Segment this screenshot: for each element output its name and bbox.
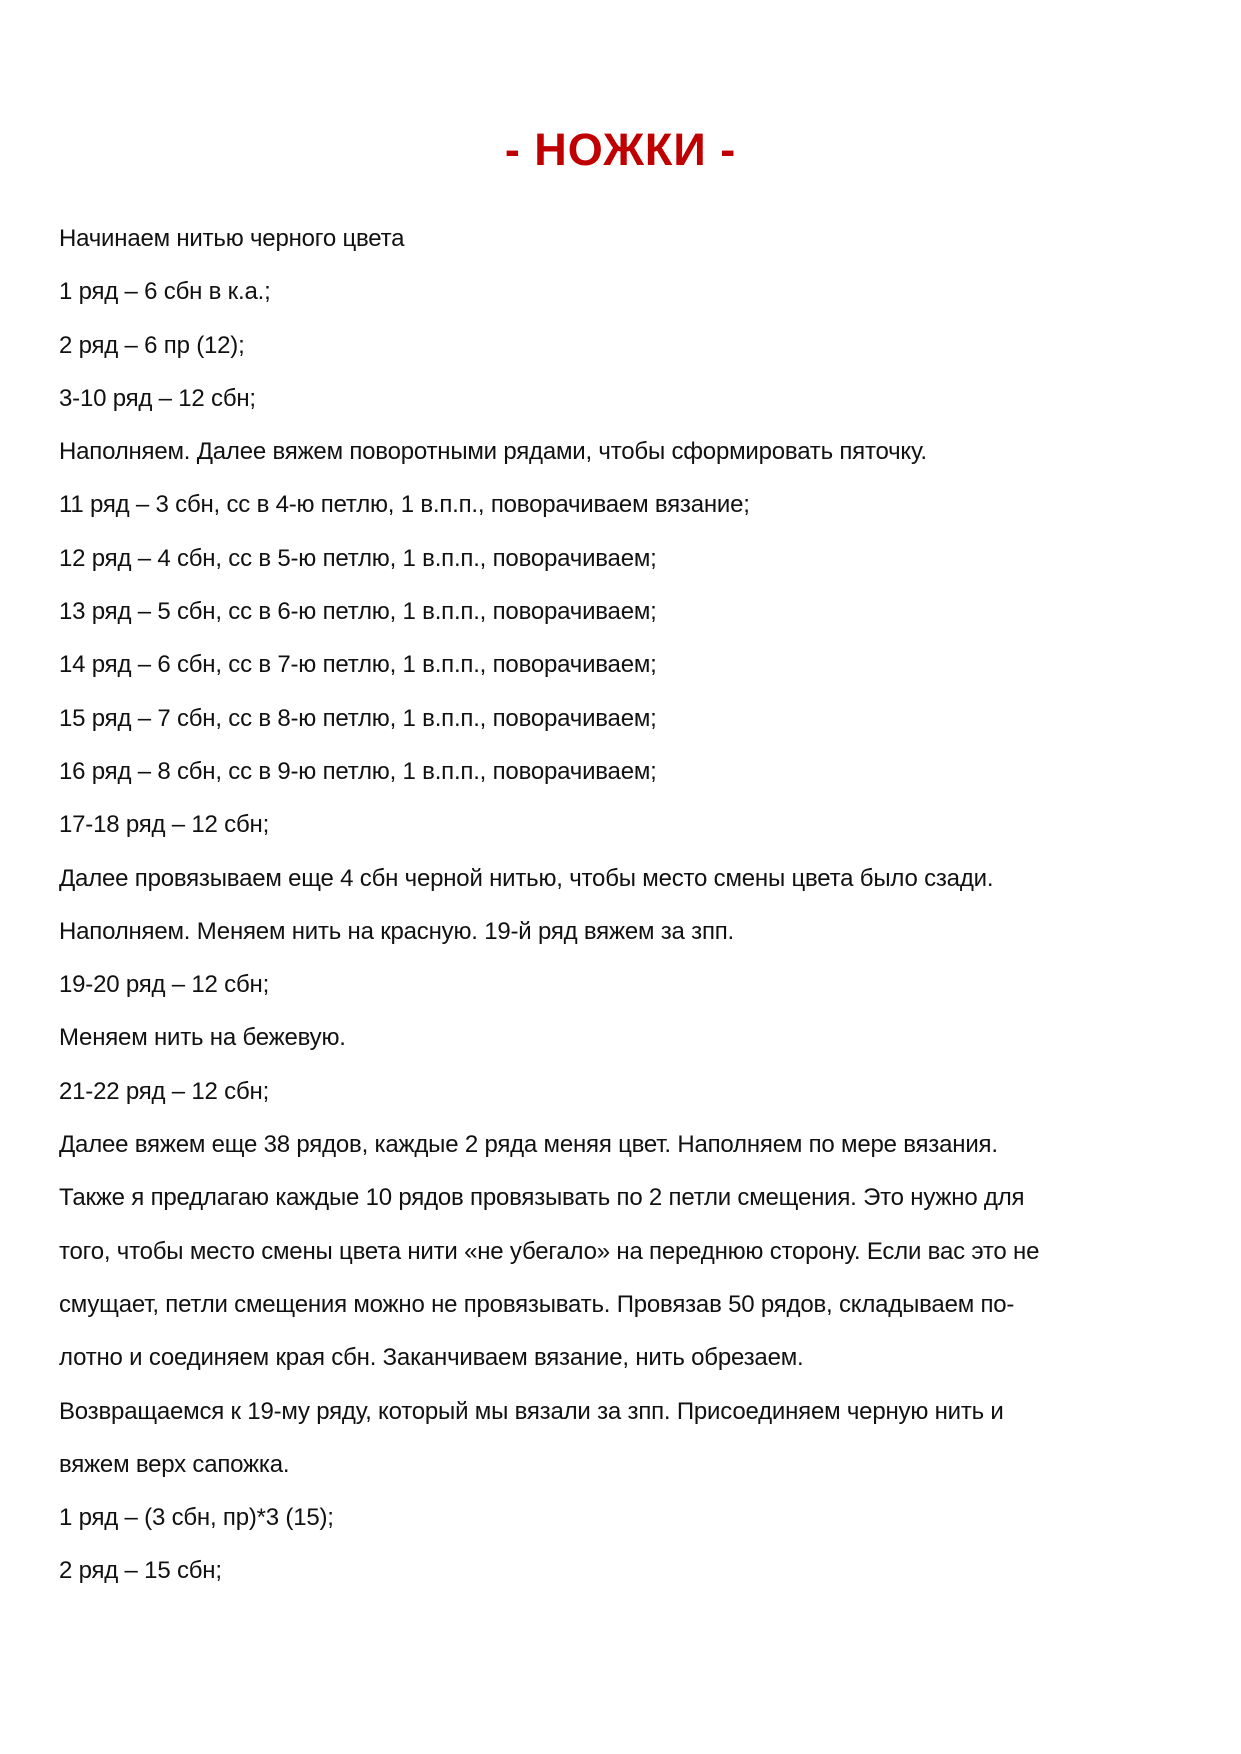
instruction-line: 11 ряд – 3 сбн, сс в 4-ю петлю, 1 в.п.п., поворачиваем вязание; <box>59 491 750 519</box>
instruction-line: 1 ряд – 6 сбн в к.а.; <box>59 278 271 306</box>
instruction-line: Далее провязываем еще 4 сбн черной нитью, чтобы место смены цвета было сзади. <box>59 864 994 892</box>
instruction-line: вяжем верх сапожка. <box>59 1450 290 1478</box>
instruction-line: Меняем нить на бежевую. <box>59 1024 346 1052</box>
instruction-line: 3-10 ряд – 12 сбн; <box>59 384 256 412</box>
instruction-line: Наполняем. Меняем нить на красную. 19-й ряд вяжем за зпп. <box>59 917 735 945</box>
instruction-line: 17-18 ряд – 12 сбн; <box>59 811 270 839</box>
instruction-line: 16 ряд – 8 сбн, сс в 9-ю петлю, 1 в.п.п., поворачиваем; <box>59 757 657 785</box>
instruction-line: лотно и соединяем края сбн. Заканчиваем вязание, нить обрезаем. <box>59 1344 804 1372</box>
instruction-line: 15 ряд – 7 сбн, сс в 8-ю петлю, 1 в.п.п., поворачиваем; <box>59 704 657 732</box>
instruction-line: 21-22 ряд – 12 сбн; <box>59 1077 270 1105</box>
instruction-line: Наполняем. Далее вяжем поворотными рядами, чтобы сформировать пяточку. <box>59 438 927 466</box>
instruction-line: Возвращаемся к 19-му ряду, который мы вязали за зпп. Присоединяем черную нить и <box>59 1397 1004 1425</box>
instruction-line: 2 ряд – 15 сбн; <box>59 1557 222 1585</box>
instructions-body <box>59 212 1189 1598</box>
instruction-line: 14 ряд – 6 сбн, сс в 7-ю петлю, 1 в.п.п., поворачиваем; <box>59 651 657 679</box>
instruction-line: Начинаем нитью черного цвета <box>59 225 405 252</box>
instruction-line: 13 ряд – 5 сбн, сс в 6-ю петлю, 1 в.п.п., поворачиваем; <box>59 598 657 626</box>
instruction-line: 19-20 ряд – 12 сбн; <box>59 971 270 999</box>
page-title: - НОЖКИ - <box>504 124 737 175</box>
instruction-line: Также я предлагаю каждые 10 рядов провязывать по 2 петли смещения. Это нужно для <box>59 1184 1025 1212</box>
instruction-line: 1 ряд – (3 сбн, пр)*3 (15); <box>59 1504 334 1532</box>
instruction-line: того, чтобы место смены цвета нити «не убегало» на переднюю сторону. Если вас это не <box>59 1237 1040 1265</box>
instruction-line: Далее вяжем еще 38 рядов, каждые 2 ряда меняя цвет. Наполняем по мере вязания. <box>59 1131 998 1159</box>
instruction-line: 12 ряд – 4 сбн, сс в 5-ю петлю, 1 в.п.п., поворачиваем; <box>59 544 657 572</box>
instruction-line: 2 ряд – 6 пр (12); <box>59 331 245 359</box>
instruction-line: смущает, петли смещения можно не провязывать. Провязав 50 рядов, складываем по- <box>59 1290 1015 1318</box>
